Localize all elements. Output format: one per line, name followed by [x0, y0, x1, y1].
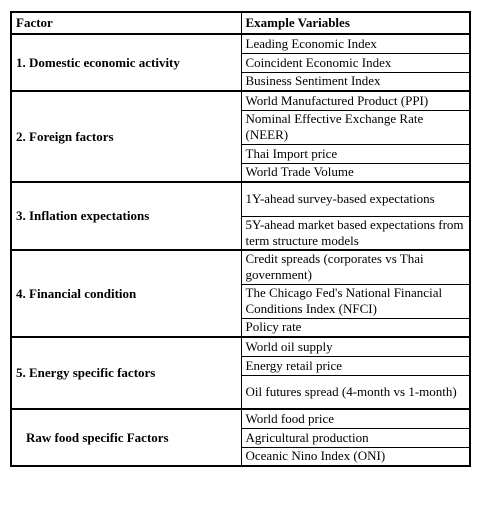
variable-cell: Nominal Effective Exchange Rate (NEER) [241, 110, 470, 144]
variable-cell: Oil futures spread (4-month vs 1-month) [241, 375, 470, 409]
factor-variables-table [10, 11, 471, 467]
table-row [11, 91, 470, 110]
variable-cell: Coincident Economic Index [241, 53, 470, 72]
variable-cell: Credit spreads (corporates vs Thai government) [241, 250, 470, 284]
table-row [11, 182, 470, 216]
variable-cell: Policy rate [241, 318, 470, 337]
variable-cell: 5Y-ahead market based expectations from term structure models [241, 216, 470, 250]
variable-cell: Business Sentiment Index [241, 72, 470, 91]
factor-energy-specific-factors: 5. Energy specific factors [11, 337, 241, 409]
table-row [11, 409, 470, 428]
variable-cell: The Chicago Fed's National Financial Conditions Index (NFCI) [241, 284, 470, 318]
table-row [11, 34, 470, 53]
table-row [11, 250, 470, 284]
variable-cell: World Manufactured Product (PPI) [241, 91, 470, 110]
header-example-variables: Example Variables [241, 12, 470, 34]
variable-cell: 1Y-ahead survey-based expectations [241, 182, 470, 216]
variable-cell: World Trade Volume [241, 163, 470, 182]
factor-financial-condition: 4. Financial condition [11, 250, 241, 337]
factor-domestic-economic-activity: 1. Domestic economic activity [11, 34, 241, 91]
factor-raw-food-specific-factors: Raw food specific Factors [11, 409, 241, 466]
variable-cell: Agricultural production [241, 428, 470, 447]
factor-foreign-factors: 2. Foreign factors [11, 91, 241, 182]
factor-inflation-expectations: 3. Inflation expectations [11, 182, 241, 250]
variable-cell: Energy retail price [241, 356, 470, 375]
variable-cell: Thai Import price [241, 144, 470, 163]
variable-cell: World food price [241, 409, 470, 428]
variable-cell: World oil supply [241, 337, 470, 356]
header-row [11, 12, 470, 34]
variable-cell: Leading Economic Index [241, 34, 470, 53]
header-factor: Factor [11, 12, 241, 34]
table-row [11, 337, 470, 356]
variable-cell: Oceanic Nino Index (ONI) [241, 447, 470, 466]
